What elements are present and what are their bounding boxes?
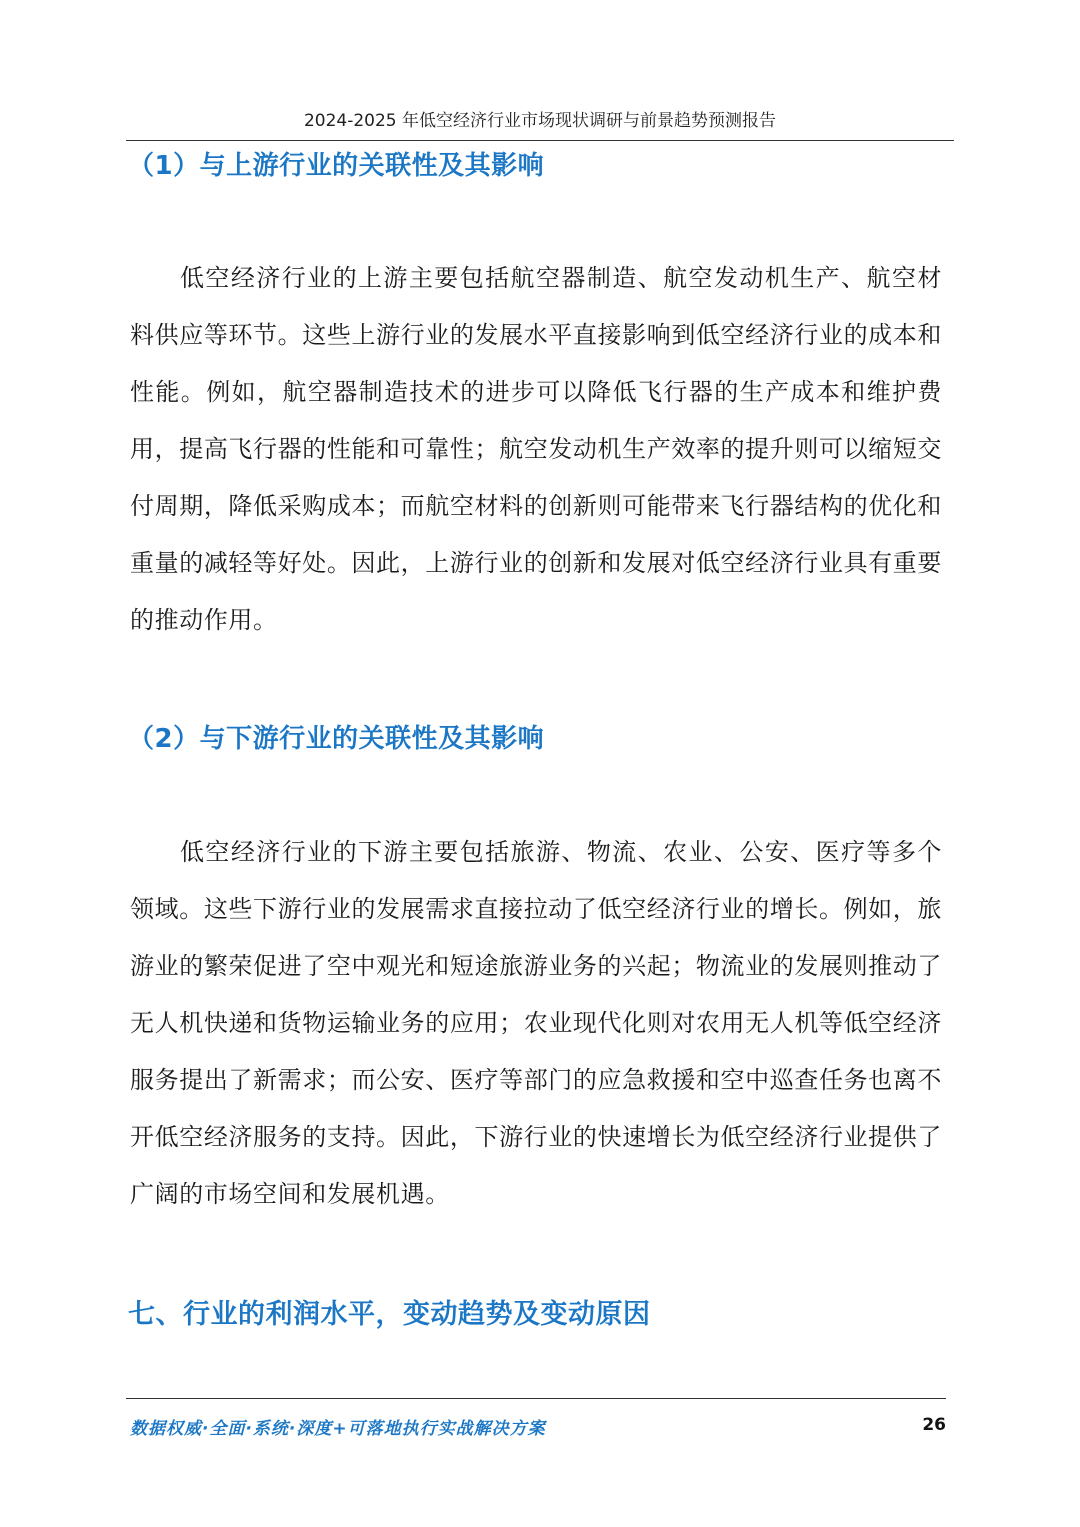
footer-slogan: 数据权威·全面·系统·深度+可落地执行实战解决方案 <box>130 1419 546 1439</box>
paragraph-downstream: 低空经济行业的下游主要包括旅游、物流、农业、公安、医疗等多个领域。这些下游行业的发展需求直接拉动了低空经济行业的增长。例如，旅游业的繁荣促进了空中观光和短途旅游业务的兴起；物流业的发展则推动了无人机快递和货物运输业务的应用；农业现代化则对农用无人机等低空经济服务提出了新需求；而公安、医疗等部门的应急救援和空中巡查任务也离不开低空经济服务的支持。因此，下游行业的快速增长为低空经济行业提供了广阔的市场空间和发展机遇。 <box>130 838 942 1208</box>
section-heading-upstream: （1）与上游行业的关联性及其影响 <box>128 151 545 181</box>
header-divider <box>126 140 954 141</box>
page-header-title: 2024-2025 年低空经济行业市场现状调研与前景趋势预测报告 <box>303 111 777 131</box>
page-number: 26 <box>922 1415 946 1435</box>
footer-divider <box>126 1398 946 1399</box>
chapter-heading-profit: 七、行业的利润水平，变动趋势及变动原因 <box>128 1299 651 1330</box>
section-heading-downstream: （2）与下游行业的关联性及其影响 <box>128 724 545 754</box>
paragraph-upstream: 低空经济行业的上游主要包括航空器制造、航空发动机生产、航空材料供应等环节。这些上游行业的发展水平直接影响到低空经济行业的成本和性能。例如，航空器制造技术的进步可以降低飞行器的生产成本和维护费用，提高飞行器的性能和可靠性；航空发动机生产效率的提升则可以缩短交付周期，降低采购成本；而航空材料的创新则可能带来飞行器结构的优化和重量的减轻等好处。因此，上游行业的创新和发展对低空经济行业具有重要的推动作用。 <box>130 264 942 634</box>
